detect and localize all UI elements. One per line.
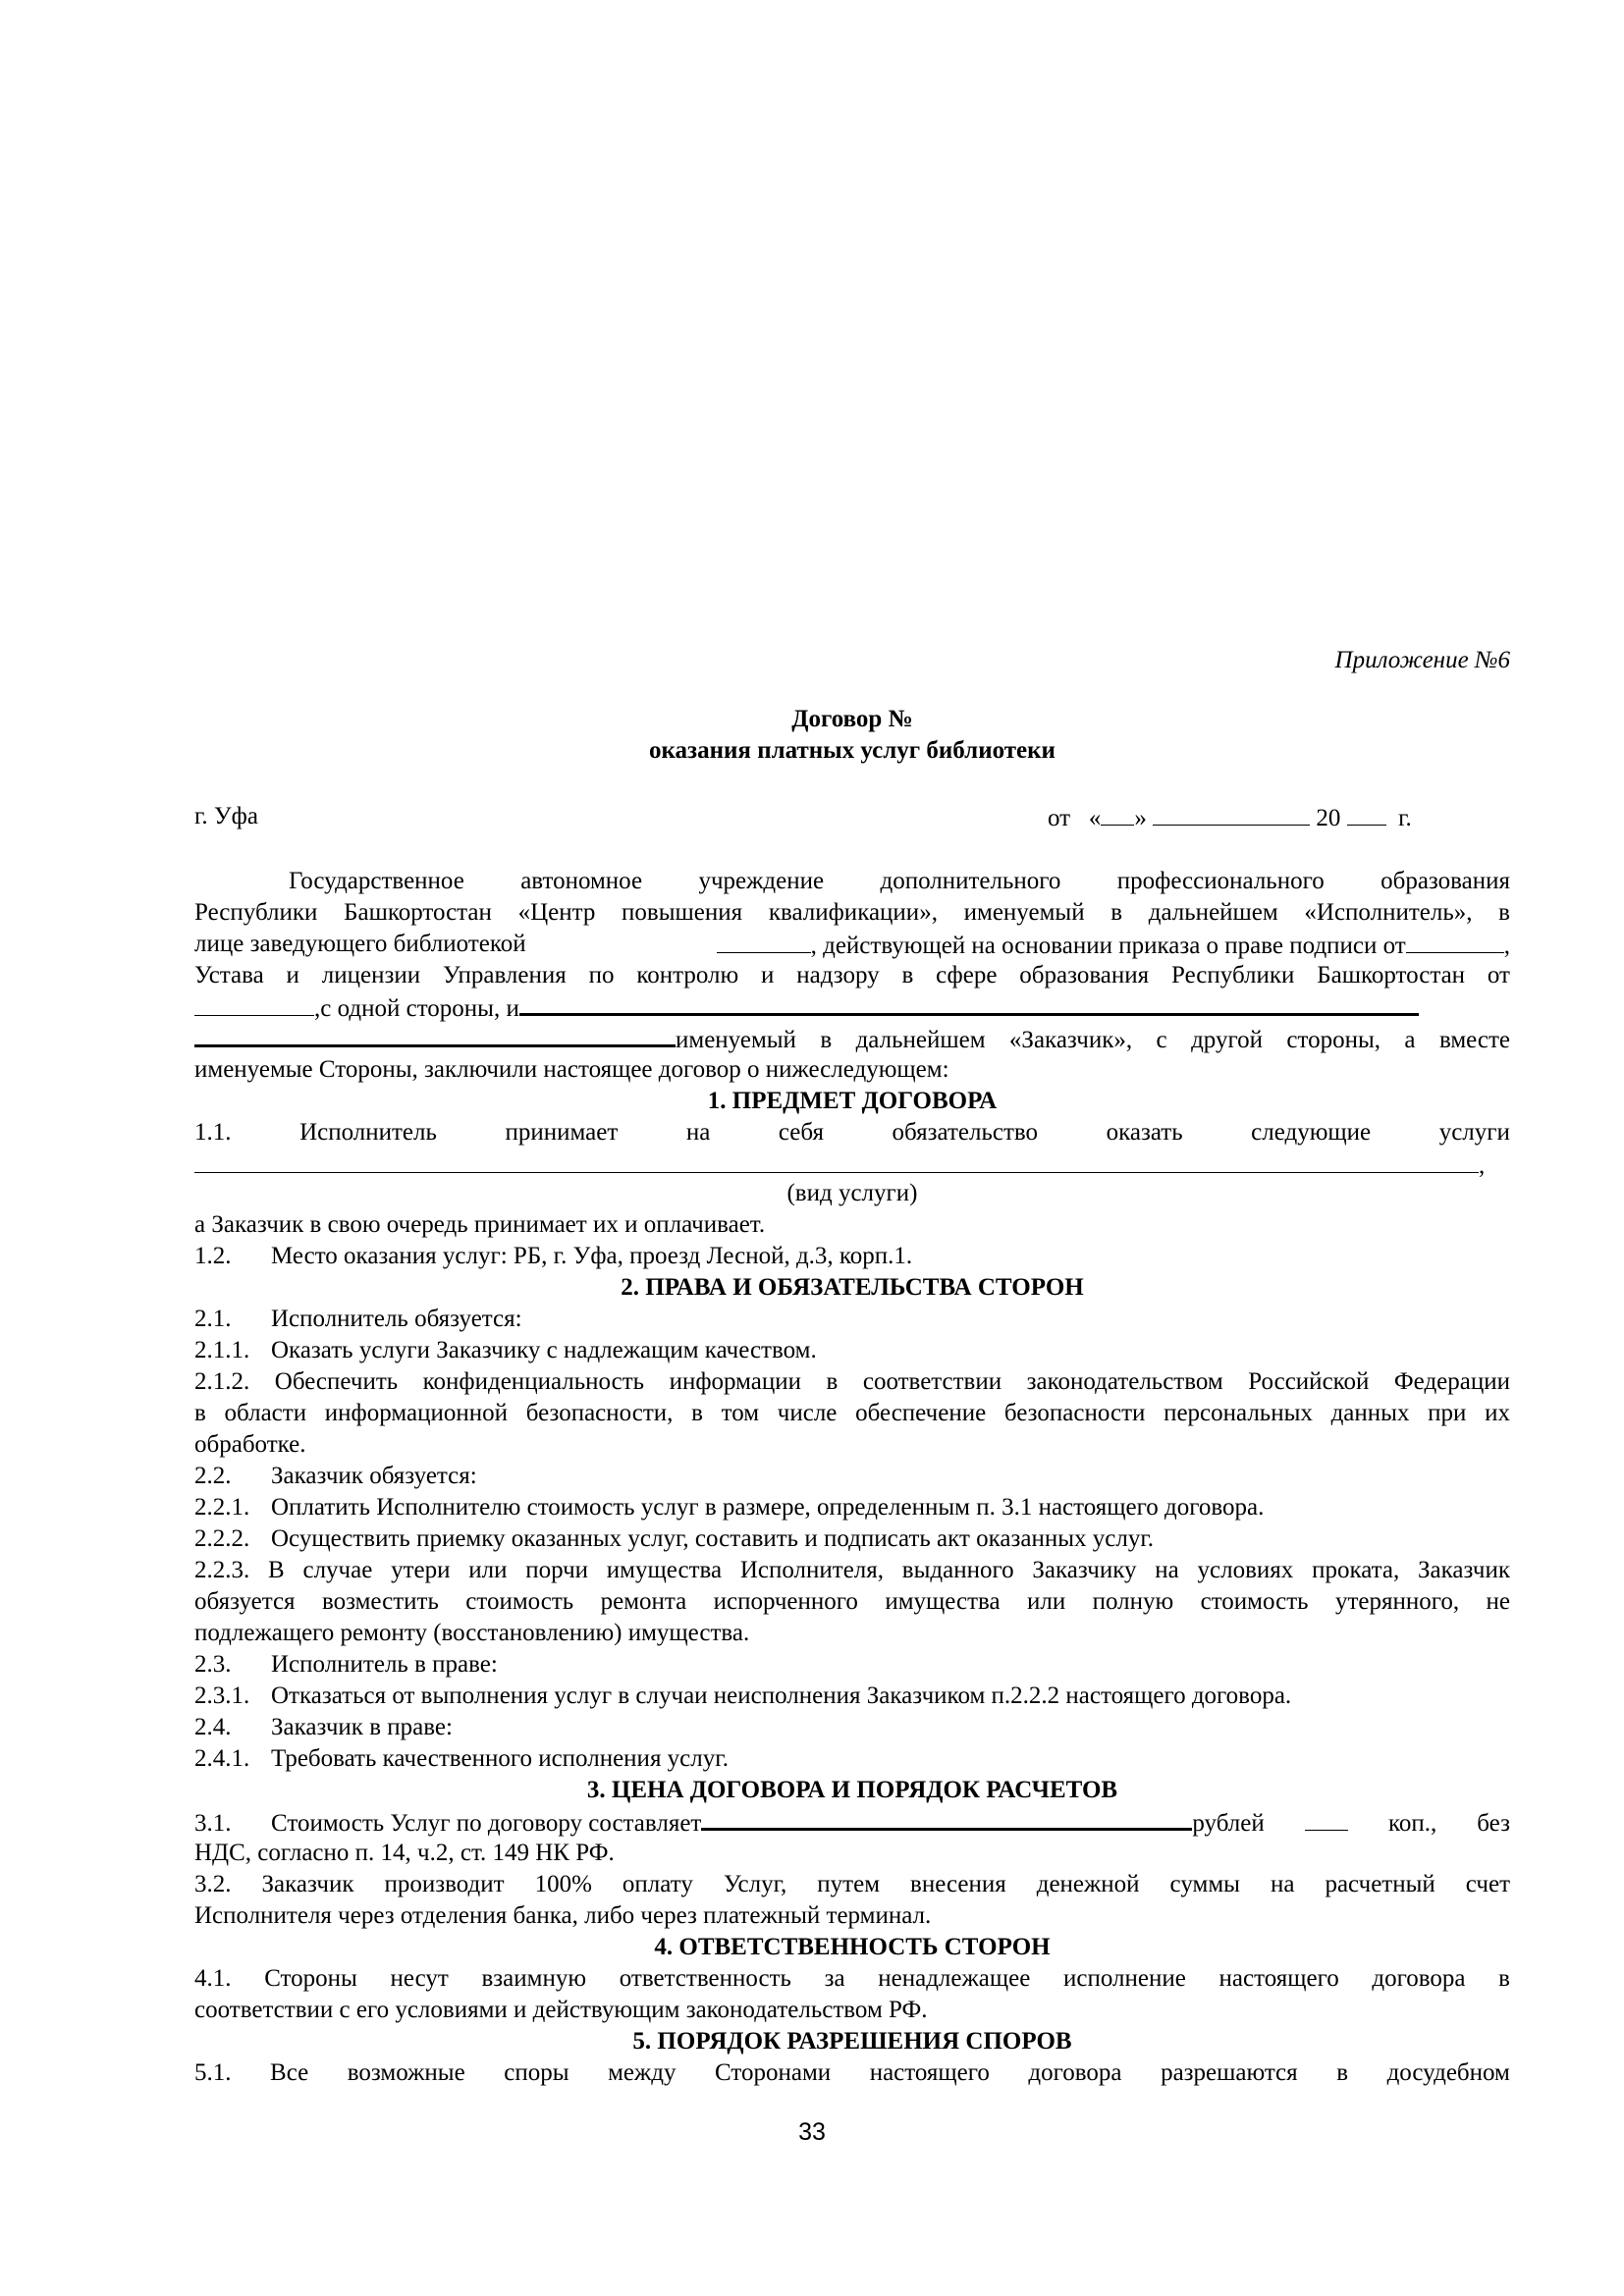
clause-text: Исполнитель в праве:	[271, 1651, 498, 1678]
clause-word: принимает	[505, 1119, 619, 1146]
customer-name-blank-2	[194, 1023, 676, 1047]
clause-number: 3.1.	[194, 1810, 232, 1837]
clause-2-4-1	[194, 1743, 1510, 1775]
service-type-line	[194, 1148, 1510, 1182]
clause-word: Сторонами	[715, 2059, 832, 2086]
preamble-text: именуемый в дальнейшем «Заказчик», с другой стороны, а вместе	[676, 1027, 1510, 1053]
clause-word: досудебном	[1386, 2059, 1510, 2086]
city-date-line	[194, 801, 1510, 832]
clause-number: 2.3.	[194, 1651, 232, 1678]
clause-4-1-line-2: соответствии с его условиями и действующим законодательством РФ.	[194, 1997, 928, 2023]
clause-2-1-2-line-3: обработке.	[194, 1431, 306, 1458]
clause-word: обязательство	[892, 1119, 1039, 1146]
clause-number: 2.1.	[194, 1306, 232, 1332]
clause-text: Исполнитель обязуется:	[271, 1306, 522, 1332]
clause-text: Оказать услуги Заказчику с надлежащим качеством.	[271, 1337, 817, 1363]
contract-title: Договор №	[791, 706, 913, 732]
quote-close: »	[1134, 805, 1147, 831]
preamble-line-4: Устава и лицензии Управления по контролю и надзору в сфере образования Республики Башкортостан от	[194, 962, 1510, 988]
appendix-label: Приложение №6	[1334, 647, 1510, 673]
year-blank	[1347, 801, 1386, 826]
preamble-text: лице заведующего библиотекой	[194, 931, 526, 957]
librarian-name-blank	[717, 929, 811, 953]
clause-2-2-3-line-3: подлежащего ремонту (восстановлению) имущества.	[194, 1620, 750, 1646]
clause-number: 1.1.	[194, 1119, 232, 1146]
clause-2-2-2	[194, 1523, 1510, 1555]
preamble-text: ,	[1503, 933, 1510, 959]
clause-text: Требовать качественного исполнения услуг.	[271, 1745, 729, 1772]
service-type-caption: (вид услуги)	[786, 1180, 918, 1206]
clause-word: возможные	[347, 2059, 465, 2086]
clause-1-2	[194, 1241, 1510, 1272]
clause-word: Все	[270, 2059, 309, 2086]
clause-2-2-1	[194, 1492, 1510, 1523]
quote-open: «	[1088, 805, 1102, 831]
contract-subtitle: оказания платных услуг библиотеки	[649, 737, 1056, 764]
service-type-blank	[194, 1148, 1479, 1173]
clause-text: Заказчик обязуется:	[271, 1463, 477, 1489]
month-blank	[1153, 801, 1310, 826]
clause-number: 1.2.	[194, 1243, 232, 1269]
clause-2-4	[194, 1712, 1510, 1743]
clause-number: 2.2.	[194, 1463, 232, 1489]
page-number: 33	[798, 2118, 826, 2146]
preamble-word: автономное	[520, 868, 643, 894]
clause-2-1	[194, 1304, 1510, 1335]
preamble-line-5	[194, 991, 1510, 1025]
preamble-text: , действующей на основании приказа о праве подписи от	[810, 933, 1406, 959]
date-from: от	[1048, 805, 1071, 831]
preamble-text: ,с одной стороны, и	[314, 995, 519, 1022]
contract-date	[1048, 801, 1412, 834]
license-date-blank	[194, 991, 314, 1016]
comma: ,	[1479, 1152, 1486, 1179]
price-blank	[701, 1806, 1192, 1831]
clause-3-1	[194, 1806, 1510, 1840]
preamble-line-2: Республики Башкортостан «Центр повышения квалификации», именуемый в дальнейшем «Исполнитель», в	[194, 899, 1510, 926]
section-heading-1: 1. ПРЕДМЕТ ДОГОВОРА	[707, 1088, 998, 1114]
customer-name-blank	[519, 991, 1419, 1016]
clause-number: 2.3.1.	[194, 1682, 250, 1709]
preamble-line-1	[289, 866, 1510, 897]
clause-number: 2.1.1.	[194, 1337, 250, 1363]
clause-word: Исполнитель	[299, 1119, 437, 1146]
clause-4-1-line-1: 4.1. Стороны несут взаимную ответственность за ненадлежащее исполнение настоящего договора в	[194, 1965, 1510, 1992]
clause-5-1	[194, 2057, 1510, 2089]
clause-2-2-3-line-1: 2.2.3. В случае утери или порчи имущества Исполнителя, выданного Заказчику на условиях проката, Заказчик	[194, 1557, 1510, 1583]
preamble-word: образования	[1380, 868, 1510, 894]
clause-number: 2.4.	[194, 1714, 232, 1740]
order-date-blank	[1406, 929, 1504, 953]
clause-1-1	[194, 1117, 1510, 1148]
clause-3-2-line-1: 3.2. Заказчик производит 100% оплату Услуг, путем внесения денежной суммы на расчетный счет	[194, 1871, 1510, 1897]
kopecks-label: коп.,	[1387, 1810, 1437, 1837]
clause-word: в	[1336, 2059, 1349, 2086]
preamble-word: Государственное	[289, 868, 464, 894]
clause-2-2-3-line-2: обязуется возместить стоимость ремонта испорченного имущества или полную стоимость утерянного, не	[194, 1588, 1510, 1615]
clause-2-3-1	[194, 1681, 1510, 1712]
preamble-line-7: именуемые Стороны, заключили настоящее договор о нижеследующем:	[194, 1056, 949, 1083]
kopecks-blank	[1305, 1806, 1348, 1831]
clause-text: Оплатить Исполнителю стоимость услуг в размере, определенным п. 3.1 настоящего договора.	[271, 1494, 1265, 1521]
section-heading-2: 2. ПРАВА И ОБЯЗАТЕЛЬСТВА СТОРОН	[621, 1274, 1084, 1301]
clause-2-1-2-line-2: в области информационной безопасности, в том числе обеспечение безопасности персональных данных при их	[194, 1400, 1510, 1426]
clause-text: Место оказания услуг: РБ, г. Уфа, проезд Лесной, д.3, корп.1.	[271, 1243, 913, 1269]
clause-3-1-line-2: НДС, согласно п. 14, ч.2, ст. 149 НК РФ.	[194, 1840, 615, 1866]
section-heading-3: 3. ЦЕНА ДОГОВОРА И ПОРЯДОК РАСЧЕТОВ	[586, 1777, 1118, 1803]
section-heading-5: 5. ПОРЯДОК РАЗРЕШЕНИЯ СПОРОВ	[632, 2028, 1072, 2055]
clause-number: 2.4.1.	[194, 1745, 250, 1772]
section-heading-4: 4. ОТВЕТСТВЕННОСТЬ СТОРОН	[654, 1934, 1051, 1960]
clause-text: Заказчик в праве:	[271, 1714, 453, 1740]
clause-2-1-2-line-1: 2.1.2. Обеспечить конфиденциальность информации в соответствии законодательством Российской Федерации	[194, 1368, 1510, 1395]
clause-word: себя	[778, 1119, 824, 1146]
clause-word: споры	[504, 2059, 569, 2086]
clause-number: 2.2.1.	[194, 1494, 250, 1521]
clause-word: разрешаются	[1161, 2059, 1298, 2086]
year-prefix: 20	[1316, 805, 1341, 831]
clause-text: Осуществить приемку оказанных услуг, составить и подписать акт оказанных услуг.	[271, 1525, 1155, 1552]
preamble-word: дополнительного	[880, 868, 1061, 894]
preamble-word: профессионального	[1116, 868, 1325, 894]
clause-text: Стоимость Услуг по договору составляет	[271, 1810, 702, 1837]
clause-3-2-line-2: Исполнителя через отделения банка, либо через платежный терминал.	[194, 1902, 932, 1929]
clause-1-1-cont: а Заказчик в свою очередь принимает их и оплачивает.	[194, 1211, 766, 1238]
city: г. Уфа	[194, 803, 258, 829]
clause-word: оказать	[1106, 1119, 1183, 1146]
clause-text: без	[1477, 1810, 1510, 1837]
clause-2-3	[194, 1649, 1510, 1681]
clause-word: следующие	[1251, 1119, 1372, 1146]
clause-text: Отказаться от выполнения услуг в случаи неисполнения Заказчиком п.2.2.2 настоящего договора.	[271, 1682, 1292, 1709]
clause-number: 2.2.2.	[194, 1525, 250, 1552]
clause-2-2	[194, 1461, 1510, 1492]
preamble-line-3	[194, 929, 1510, 962]
preamble-word: учреждение	[698, 868, 825, 894]
clause-word: настоящего	[869, 2059, 990, 2086]
clause-word: договора	[1028, 2059, 1122, 2086]
clause-word: услуги	[1438, 1119, 1510, 1146]
preamble-line-6	[194, 1023, 1510, 1056]
day-blank	[1101, 801, 1134, 826]
clause-word: на	[685, 1119, 711, 1146]
clause-2-1-1	[194, 1335, 1510, 1366]
year-suffix: г.	[1398, 805, 1412, 831]
rubles-label: рублей	[1192, 1810, 1265, 1837]
clause-number: 5.1.	[194, 2059, 232, 2086]
clause-word: между	[608, 2059, 677, 2086]
